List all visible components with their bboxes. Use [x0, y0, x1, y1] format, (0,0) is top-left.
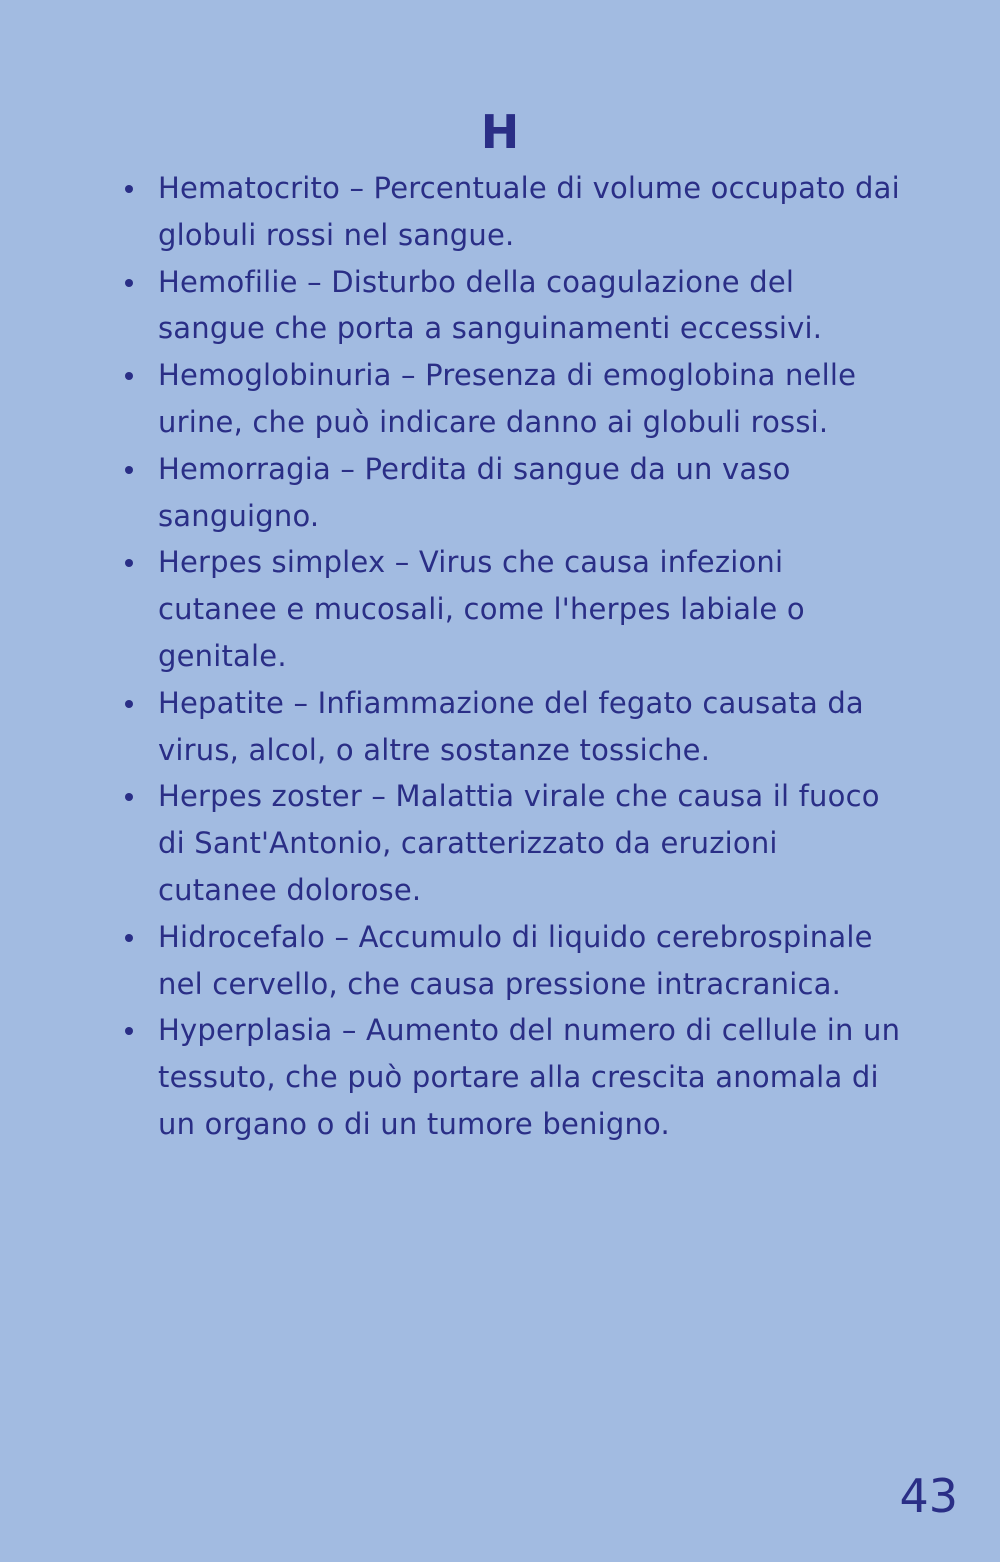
glossary-entry-text: Hemofilie – Disturbo della coagulazione del sangue che porta a sanguinamenti eccessivi.	[158, 264, 823, 346]
glossary-entry-text: Hepatite – Infiammazione del fegato causata da virus, alcol, o altre sostanze tossiche.	[158, 685, 864, 767]
glossary-entry-text: Hematocrito – Percentuale di volume occupato dai globuli rossi nel sangue.	[158, 171, 900, 252]
glossary-entry-text: Hidrocefalo – Accumulo di liquido cerebrospinale nel cervello, che causa pressione intracranica.	[158, 919, 873, 1001]
glossary-entry	[158, 259, 903, 353]
glossary-entry	[158, 539, 903, 679]
glossary-entry	[158, 680, 903, 774]
glossary-entry-text: Hemoglobinuria – Presenza di emoglobina nelle urine, che può indicare danno ai globuli rossi.	[158, 358, 857, 439]
bullet-icon	[125, 185, 133, 193]
glossary-entry	[158, 1007, 903, 1147]
bullet-icon	[125, 279, 133, 287]
bullet-icon	[125, 466, 133, 474]
bullet-icon	[125, 1027, 133, 1035]
glossary-entry-text: Herpes simplex – Virus che causa infezioni cutanee e mucosali, come l'herpes labiale o genitale.	[158, 545, 805, 673]
glossary-entry	[158, 352, 903, 446]
bullet-icon	[125, 700, 133, 708]
glossary-entry	[158, 914, 903, 1008]
glossary-entry-text: Hyperplasia – Aumento del numero di cellule in un tessuto, che può portare alla crescita anomala di un organo o di un tumore benigno.	[158, 1013, 901, 1141]
glossary-entry	[158, 773, 903, 913]
page-number: 43	[899, 1469, 958, 1523]
glossary-entry-text: Herpes zoster – Malattia virale che causa il fuoco di Sant'Antonio, caratterizzato da eruzioni cutanee dolorose.	[158, 779, 880, 907]
glossary-entry	[158, 165, 903, 259]
bullet-icon	[125, 793, 133, 801]
glossary-entry	[158, 446, 903, 540]
glossary-entry-text: Hemorragia – Perdita di sangue da un vaso sanguigno.	[158, 451, 791, 533]
bullet-icon	[125, 559, 133, 567]
bullet-icon	[125, 934, 133, 942]
bullet-icon	[125, 372, 133, 380]
glossary-list	[158, 165, 903, 1148]
section-letter-heading: H	[480, 105, 520, 159]
